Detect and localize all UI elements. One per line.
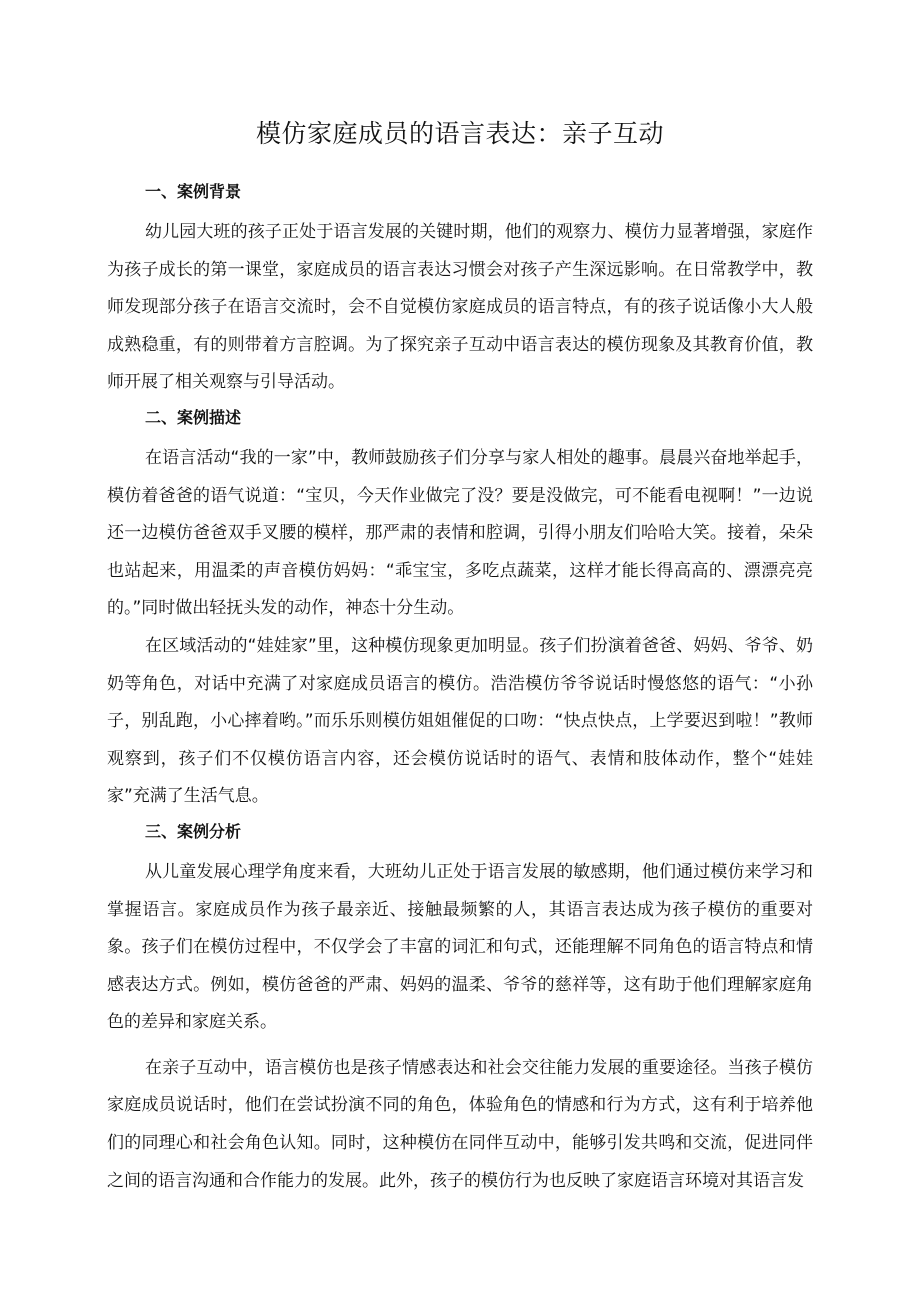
paragraph-description-2: 在区域活动的“娃娃家”里，这种模仿现象更加明显。孩子们扮演着爸爸、妈妈、爷爷、奶奶等角色，对话中充满了对家庭成员语言的模仿。浩浩模仿爷爷说话时慢悠悠的语气：“小孙子，别乱跑，小心摔着哟。”而乐乐则模仿姐姐催促的口吻：“快点快点，上学要迟到啦！”教师观察到，孩子们不仅模仿语言内容，还会模仿说话时的语气、表情和肢体动作，整个“娃娃家”充满了生活气息。 [107, 635, 813, 807]
paragraph-description-1: 在语言活动“我的一家”中，教师鼓励孩子们分享与家人相处的趣事。晨晨兴奋地举起手，模仿着爸爸的语气说道：“宝贝，今天作业做完了没？要是没做完，可不能看电视啊！”一边说还一边模仿爸爸双手叉腰的模样，那严肃的表情和腔调，引得小朋友们哈哈大笑。接着，朵朵也站起来，用温柔的声音模仿妈妈：“乖宝宝，多吃点蔬菜，这样才能长得高高的、漂漂亮亮的。”同时做出轻抚头发的动作，神态十分生动。 [107, 447, 813, 619]
paragraph-analysis-1: 从儿童发展心理学角度来看，大班幼儿正处于语言发展的敏感期，他们通过模仿来学习和掌握语言。家庭成员作为孩子最亲近、接触最频繁的人，其语言表达成为孩子模仿的重要对象。孩子们在模仿过程中，不仅学会了丰富的词汇和句式，还能理解不同角色的语言特点和情感表达方式。例如，模仿爸爸的严肃、妈妈的温柔、爷爷的慈祥等，这有助于他们理解家庭角色的差异和家庭关系。 [107, 861, 813, 1033]
section-heading-description: 二、案例描述 [145, 407, 242, 427]
paragraph-background: 幼儿园大班的孩子正处于语言发展的关键时期，他们的观察力、模仿力显著增强，家庭作为孩子成长的第一课堂，家庭成员的语言表达习惯会对孩子产生深远影响。在日常教学中，教师发现部分孩子在语言交流时，会不自觉模仿家庭成员的语言特点，有的孩子说话像小大人般成熟稳重，有的则带着方言腔调。为了探究亲子互动中语言表达的模仿现象及其教育价值，教师开展了相关观察与引导活动。 [107, 222, 813, 393]
document-title: 模仿家庭成员的语言表达：亲子互动 [255, 119, 664, 148]
section-heading-analysis: 三、案例分析 [145, 821, 242, 841]
section-heading-background: 一、案例背景 [145, 182, 242, 201]
document-body [107, 178, 813, 1200]
paragraph-analysis-2: 在亲子互动中，语言模仿也是孩子情感表达和社会交往能力发展的重要途径。当孩子模仿家庭成员说话时，他们在尝试扮演不同的角色，体验角色的情感和行为方式，这有利于培养他们的同理心和社会角色认知。同时，这种模仿在同伴互动中，能够引发共鸣和交流，促进同伴之间的语言沟通和合作能力的发展。此外，孩子的模仿行为也反映了家庭语言环境对其语言发 [107, 1057, 813, 1191]
